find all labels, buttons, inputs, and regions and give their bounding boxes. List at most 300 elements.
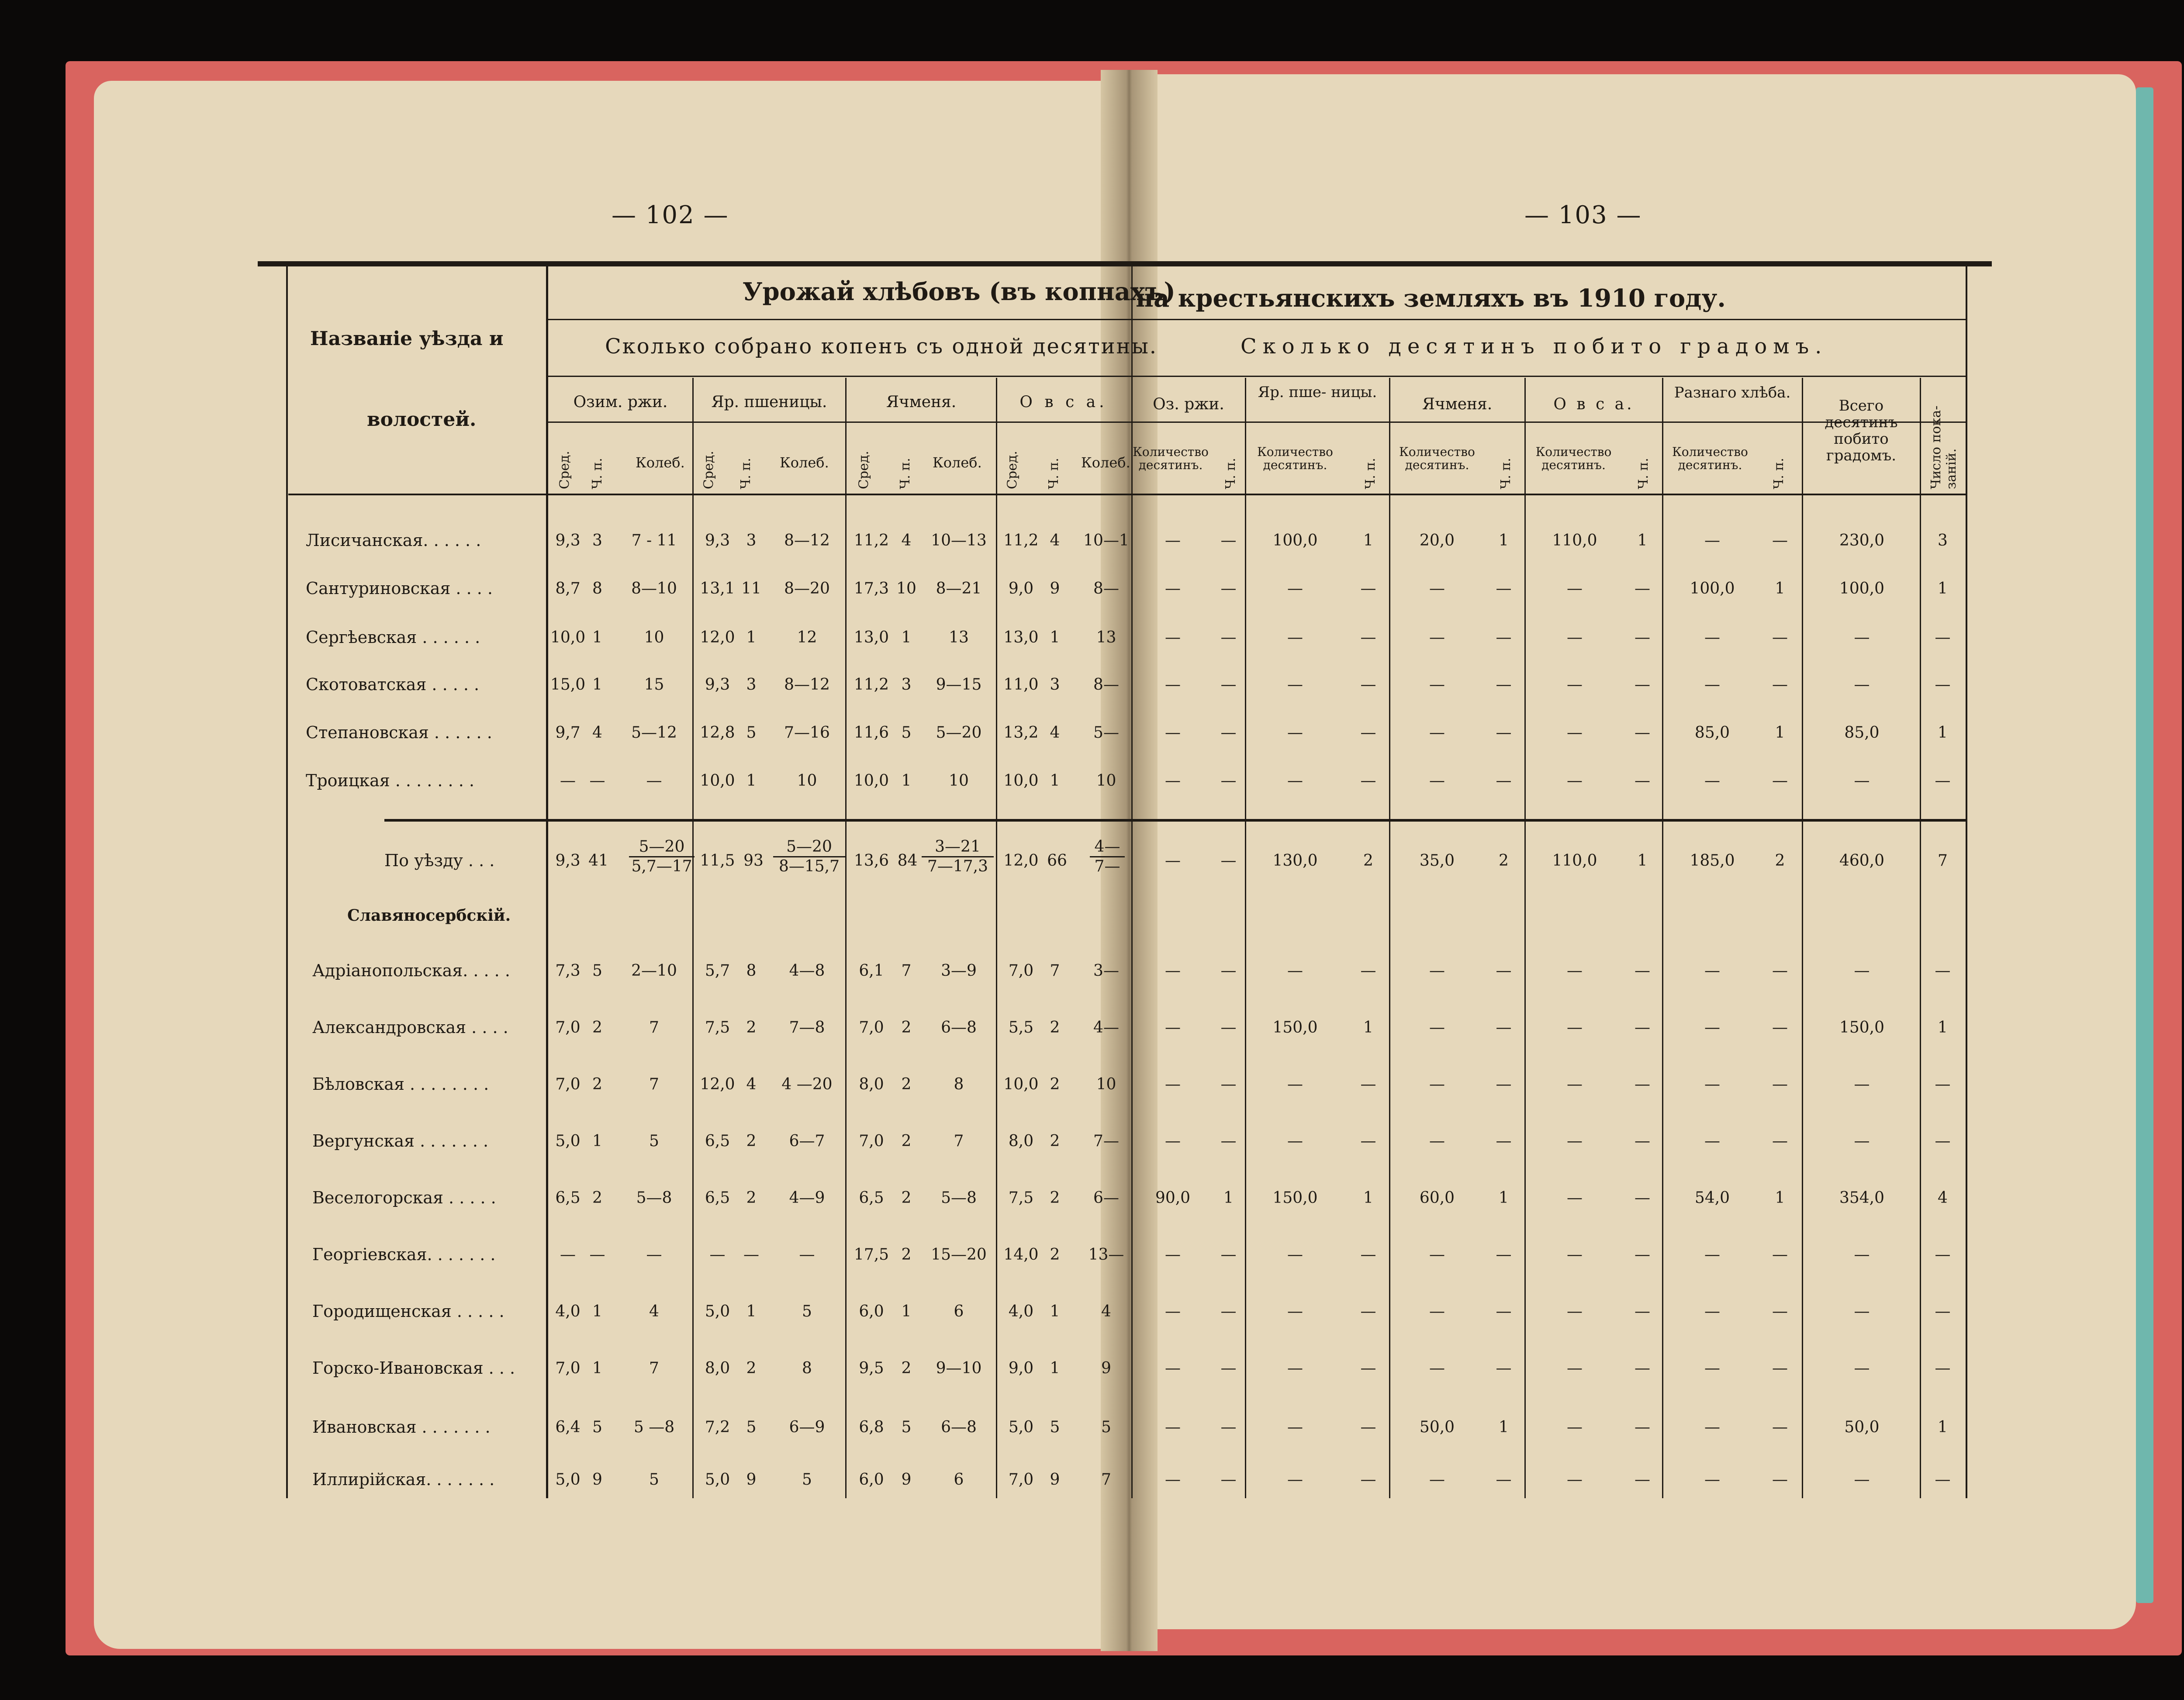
table-cell: — <box>1287 1418 1303 1436</box>
table-cell: 9 <box>1050 1471 1060 1489</box>
table-cell: 5 <box>592 1418 602 1436</box>
table-cell: 50,0 <box>1419 1418 1455 1436</box>
table-cell: — <box>1704 1359 1720 1377</box>
total-cell: 2 <box>1499 852 1509 870</box>
table-cell: 10,0 <box>854 772 889 790</box>
table-cell: — <box>589 1246 605 1264</box>
table-cell: — <box>1704 676 1720 694</box>
table-cell: — <box>1429 962 1445 980</box>
table-cell: 1 <box>1938 724 1948 742</box>
table-cell: 2 <box>901 1189 912 1207</box>
table-cell: — <box>1287 772 1303 790</box>
table-cell: — <box>1635 1359 1650 1377</box>
table-cell: 6—7 <box>789 1132 825 1150</box>
table-cell: 6,4 <box>555 1418 581 1436</box>
table-cell: 9 <box>746 1471 757 1489</box>
table-cell: 9 <box>1101 1359 1111 1377</box>
table-cell: — <box>1635 1189 1650 1207</box>
rule <box>546 319 1966 320</box>
volost-name: Веселогорская . . . . . <box>312 1188 496 1207</box>
table-cell: 2 <box>1050 1246 1060 1264</box>
table-cell: 10 <box>1096 772 1116 790</box>
total-cell: 84 <box>897 852 918 870</box>
table-cell: — <box>1360 1359 1376 1377</box>
left-page-number: — 102 — <box>612 201 729 229</box>
table-cell: — <box>1165 1075 1181 1093</box>
chp-label: Ч. п. <box>1636 458 1651 489</box>
table-cell: 1 <box>1050 772 1060 790</box>
table-cell: 1 <box>1499 1189 1509 1207</box>
table-cell: 7 <box>649 1359 659 1377</box>
table-cell: — <box>1567 1019 1583 1037</box>
table-cell: 4,0 <box>1008 1303 1034 1320</box>
table-cell: — <box>646 772 662 790</box>
table-cell: 1 <box>592 1132 602 1150</box>
frac-bottom: 7— <box>1094 857 1120 875</box>
table-cell: 8—21 <box>936 580 982 598</box>
chp-label: Ч. п. <box>1498 458 1514 489</box>
table-cell: — <box>1635 1132 1650 1150</box>
table-cell: 10,0 <box>550 629 586 646</box>
table-cell: — <box>1704 532 1720 549</box>
crop-header-wheat: Яр. пшеницы. <box>711 393 827 411</box>
section-label: Славяносербскій. <box>347 906 511 925</box>
table-cell: — <box>1165 1303 1181 1320</box>
table-cell: 85,0 <box>1844 724 1880 742</box>
table-cell: — <box>1567 629 1583 646</box>
table-cell: — <box>1220 1303 1237 1320</box>
table-cell: 8 <box>746 962 757 980</box>
chp-label: Ч. п. <box>738 458 753 489</box>
frac-bottom: 7—17,3 <box>927 857 988 875</box>
table-cell: 13— <box>1088 1246 1124 1264</box>
table-cell: 4,0 <box>555 1303 581 1320</box>
table-cell: 1 <box>592 1303 602 1320</box>
table-cell: — <box>1220 676 1237 694</box>
table-cell: — <box>1287 676 1303 694</box>
table-cell: — <box>1567 1075 1583 1093</box>
crop-header-barley: Ячменя. <box>886 393 957 411</box>
table-cell: — <box>1772 1359 1788 1377</box>
table-cell: — <box>1567 1189 1583 1207</box>
table-cell: — <box>1854 1075 1870 1093</box>
table-cell: 8— <box>1093 676 1119 694</box>
table-cell: — <box>1165 1019 1181 1037</box>
total-cell: — <box>1165 852 1181 870</box>
table-cell: — <box>1567 724 1583 742</box>
table-cell: — <box>1165 1246 1181 1264</box>
table-cell: — <box>1567 1246 1583 1264</box>
sred-label: Сред. <box>1005 451 1020 489</box>
table-cell: 13 <box>1096 629 1116 646</box>
table-cell: 5 <box>1101 1418 1111 1436</box>
table-cell: — <box>1220 580 1237 598</box>
table-cell: 5,7 <box>705 962 730 980</box>
table-cell: 5—8 <box>941 1189 977 1207</box>
table-cell: 1 <box>592 629 602 646</box>
table-cell: 1 <box>1938 1019 1948 1037</box>
table-cell: — <box>1220 724 1237 742</box>
table-cell: 5,5 <box>1008 1019 1034 1037</box>
table-cell: 14,0 <box>1003 1246 1039 1264</box>
table-cell: — <box>1220 962 1237 980</box>
table-cell: 4 <box>1938 1189 1948 1207</box>
table-cell: — <box>743 1246 759 1264</box>
table-cell: 6,5 <box>705 1132 730 1150</box>
table-cell: 7 <box>954 1132 964 1150</box>
frac-top: 3—21 <box>922 838 994 857</box>
table-cell: — <box>1496 1246 1512 1264</box>
table-cell: 8—12 <box>784 676 830 694</box>
table-cell: — <box>1935 629 1951 646</box>
table-cell: — <box>1935 1132 1951 1150</box>
table-cell: 7,5 <box>705 1019 730 1037</box>
table-cell: 6,5 <box>555 1189 581 1207</box>
table-cell: — <box>1165 580 1181 598</box>
table-cell: — <box>1567 1132 1583 1150</box>
total-cell: 130,0 <box>1272 852 1318 870</box>
table-cell: — <box>1165 1471 1181 1489</box>
table-cell: 5—20 <box>936 724 982 742</box>
table-cell: 6,0 <box>859 1471 884 1489</box>
table-cell: 354,0 <box>1839 1189 1885 1207</box>
table-cell: 5 <box>901 724 912 742</box>
table-cell: — <box>1165 1359 1181 1377</box>
table-cell: 12,8 <box>700 724 735 742</box>
table-cell: — <box>1567 676 1583 694</box>
table-cell: — <box>1360 1303 1376 1320</box>
table-cell: 1 <box>1363 1019 1373 1037</box>
table-cell: — <box>1360 580 1376 598</box>
table-cell: 2 <box>592 1075 602 1093</box>
table-cell: 9,7 <box>555 724 581 742</box>
table-cell: 9,0 <box>1008 580 1034 598</box>
table-cell: 6,5 <box>705 1189 730 1207</box>
table-cell: 1 <box>1499 532 1509 549</box>
table-cell: 9 <box>1050 580 1060 598</box>
table-cell: 5,0 <box>705 1303 730 1320</box>
total-rule <box>384 819 1966 822</box>
table-cell: 5 <box>649 1471 659 1489</box>
koleb-label: Колеб. <box>933 454 982 471</box>
table-cell: 11,2 <box>854 676 889 694</box>
table-cell: — <box>1165 1132 1181 1150</box>
table-cell: — <box>1635 629 1650 646</box>
table-cell: — <box>1704 1019 1720 1037</box>
table-cell: 5 —8 <box>633 1418 675 1436</box>
table-cell: — <box>1429 580 1445 598</box>
table-cell: — <box>1854 1471 1870 1489</box>
table-cell: 8 <box>954 1075 964 1093</box>
table-cell: — <box>1496 629 1512 646</box>
table-cell: 6,0 <box>859 1303 884 1320</box>
table-cell: — <box>1635 1303 1650 1320</box>
table-cell: 11 <box>741 580 761 598</box>
table-cell: 5 <box>592 962 602 980</box>
table-cell: — <box>1220 532 1237 549</box>
table-cell: 7,0 <box>555 1075 581 1093</box>
table-cell: — <box>1567 962 1583 980</box>
table-cell: — <box>1429 1075 1445 1093</box>
table-cell: — <box>1496 724 1512 742</box>
total-cell: 110,0 <box>1552 852 1597 870</box>
table-cell: 8—10 <box>631 580 677 598</box>
table-cell: — <box>1772 962 1788 980</box>
table-cell: — <box>1935 1075 1951 1093</box>
table-cell: 12 <box>797 629 817 646</box>
table-cell: 8 <box>592 580 602 598</box>
table-cell: — <box>1935 772 1951 790</box>
table-cell: — <box>1220 1359 1237 1377</box>
table-cell: 7 - 11 <box>631 532 677 549</box>
table-cell: — <box>1772 1471 1788 1489</box>
table-cell: — <box>1165 772 1181 790</box>
table-cell: — <box>1220 1132 1237 1150</box>
table-cell: 10,0 <box>1003 772 1039 790</box>
table-cell: 150,0 <box>1272 1189 1318 1207</box>
table-cell: — <box>799 1246 815 1264</box>
table-cell: — <box>1854 772 1870 790</box>
rule <box>286 266 288 1498</box>
kol-des-label: Количество десятинъ. <box>1399 445 1475 472</box>
total-cell: 2 <box>1775 852 1785 870</box>
table-cell: — <box>1360 962 1376 980</box>
table-cell: — <box>1567 1359 1583 1377</box>
table-cell: — <box>1704 1471 1720 1489</box>
table-cell: — <box>1360 724 1376 742</box>
table-cell: 15—20 <box>931 1246 987 1264</box>
rule <box>1245 378 1246 1498</box>
frac-bottom: 5,7—17 <box>631 857 692 875</box>
volost-name: Ивановская . . . . . . . <box>312 1417 491 1437</box>
book-edge <box>2136 87 2153 1603</box>
table-cell: 4—9 <box>789 1189 825 1207</box>
total-cell: 12,0 <box>1003 852 1039 870</box>
table-cell: 9,5 <box>859 1359 884 1377</box>
table-cell: 3 <box>901 676 912 694</box>
table-cell: 1 <box>746 629 757 646</box>
table-cell: — <box>1429 629 1445 646</box>
table-cell: — <box>1854 629 1870 646</box>
table-cell: — <box>1935 1303 1951 1320</box>
total-rye-koleb <box>629 838 695 876</box>
table-cell: — <box>1496 1075 1512 1093</box>
table-cell: — <box>1429 772 1445 790</box>
table-cell: 85,0 <box>1694 724 1730 742</box>
table-cell: 7,2 <box>705 1418 730 1436</box>
table-cell: 9,3 <box>555 532 581 549</box>
table-cell: 7,0 <box>555 1359 581 1377</box>
table-cell: 2 <box>1050 1075 1060 1093</box>
column-name-header-1: Названіе уѣзда и <box>310 328 504 350</box>
table-cell: 230,0 <box>1839 532 1885 549</box>
table-cell: — <box>1567 1418 1583 1436</box>
table-cell: 3— <box>1093 962 1119 980</box>
table-cell: — <box>1165 629 1181 646</box>
frac-top: 5—20 <box>773 838 845 857</box>
table-cell: — <box>1496 772 1512 790</box>
table-cell: 2 <box>901 1246 912 1264</box>
total-cell: 35,0 <box>1419 852 1455 870</box>
table-cell: 4—8 <box>789 962 825 980</box>
table-cell: 4 <box>1101 1303 1111 1320</box>
table-cell: — <box>1772 1418 1788 1436</box>
table-cell: 90,0 <box>1155 1189 1191 1207</box>
table-cell: 150,0 <box>1839 1019 1885 1037</box>
sred-label: Сред. <box>856 451 871 489</box>
table-cell: — <box>1772 676 1788 694</box>
table-cell: — <box>1287 1246 1303 1264</box>
table-cell: — <box>1360 1471 1376 1489</box>
table-cell: — <box>1635 962 1650 980</box>
table-cell: 6,1 <box>859 962 884 980</box>
table-cell: 8—12 <box>784 532 830 549</box>
table-cell: 3—9 <box>941 962 977 980</box>
table-cell: — <box>1935 962 1951 980</box>
table-cell: — <box>1287 724 1303 742</box>
chp-label: Ч. п. <box>590 458 605 489</box>
table-cell: 1 <box>746 772 757 790</box>
table-cell: 54,0 <box>1694 1189 1730 1207</box>
table-cell: — <box>1287 1359 1303 1377</box>
total-cell: 66 <box>1047 852 1067 870</box>
table-cell: — <box>1287 1471 1303 1489</box>
table-cell: 1 <box>1775 724 1785 742</box>
table-cell: 13,2 <box>1003 724 1039 742</box>
district-total-label: По уѣзду . . . <box>384 851 495 870</box>
table-cell: — <box>1567 1303 1583 1320</box>
table-cell: 7,3 <box>555 962 581 980</box>
rule <box>845 378 847 1498</box>
right-page-number: — 103 — <box>1524 201 1642 229</box>
table-cell: — <box>1287 629 1303 646</box>
volost-name: Вергунская . . . . . . . <box>312 1131 489 1151</box>
total-cell: 1 <box>1637 852 1648 870</box>
volost-name: Лисичанская. . . . . . <box>306 531 481 550</box>
table-cell: — <box>646 1246 662 1264</box>
frac-top: 4— <box>1090 838 1125 857</box>
table-cell: 5,0 <box>555 1471 581 1489</box>
table-cell: 4 —20 <box>781 1075 833 1093</box>
table-cell: 3 <box>746 532 757 549</box>
table-cell: — <box>1704 1132 1720 1150</box>
table-cell: — <box>1635 1471 1650 1489</box>
table-title-left: Урожай хлѣбовъ (въ копнахъ) <box>743 277 1175 306</box>
table-cell: 6—9 <box>789 1418 825 1436</box>
hail-header-wheat: Яр. пше- ницы. <box>1258 384 1377 401</box>
sred-label: Сред. <box>701 451 716 489</box>
table-cell: 1 <box>1637 532 1648 549</box>
table-title-right: на крестьянскихъ земляхъ въ 1910 году. <box>1136 284 1726 313</box>
table-cell: — <box>1496 1303 1512 1320</box>
table-cell: 8,0 <box>859 1075 884 1093</box>
table-cell: 11,2 <box>1003 532 1039 549</box>
table-cell: — <box>1496 1019 1512 1037</box>
table-cell: — <box>1772 532 1788 549</box>
table-cell: 7,0 <box>859 1132 884 1150</box>
volost-name: Георгіевская. . . . . . . <box>312 1245 496 1264</box>
table-cell: — <box>1635 676 1650 694</box>
table-cell: 8— <box>1093 580 1119 598</box>
table-cell: 13 <box>949 629 969 646</box>
volost-name: Сергѣевская . . . . . . <box>306 628 480 647</box>
table-cell: 1 <box>1499 1418 1509 1436</box>
frac-bottom: 8—15,7 <box>778 857 840 875</box>
table-cell: — <box>1220 1418 1237 1436</box>
table-cell: 2 <box>592 1189 602 1207</box>
volost-name: Сантуриновская . . . . <box>306 579 493 598</box>
table-cell: 2 <box>901 1019 912 1037</box>
table-cell: 7,0 <box>555 1019 581 1037</box>
table-cell: 1 <box>1223 1189 1234 1207</box>
table-cell: — <box>1854 1303 1870 1320</box>
table-cell: — <box>1567 772 1583 790</box>
table-cell: — <box>589 772 605 790</box>
table-cell: 8,0 <box>705 1359 730 1377</box>
chp-label: Ч. п. <box>898 458 913 489</box>
table-cell: 5,0 <box>705 1471 730 1489</box>
volost-name: Бѣловская . . . . . . . . <box>312 1075 489 1094</box>
rule <box>1966 266 1967 1498</box>
total-oats-koleb <box>1090 838 1125 876</box>
table-cell: — <box>1772 1246 1788 1264</box>
table-cell: — <box>1220 1471 1237 1489</box>
table-cell: — <box>1635 1019 1650 1037</box>
table-cell: 2—10 <box>631 962 677 980</box>
table-cell: 9—15 <box>936 676 982 694</box>
koleb-label: Колеб. <box>780 454 829 471</box>
table-cell: 20,0 <box>1419 532 1455 549</box>
subtitle-right: Сколько десятинъ побито градомъ. <box>1241 334 1828 359</box>
hail-header-count: Число пока- заній. <box>1928 405 1959 489</box>
table-cell: 1 <box>901 1303 912 1320</box>
frac-top: 5—20 <box>629 838 695 857</box>
table-cell: 5,0 <box>1008 1418 1034 1436</box>
table-cell: 10—13 <box>931 532 987 549</box>
table-cell: 1 <box>1775 580 1785 598</box>
table-cell: 15,0 <box>550 676 586 694</box>
table-cell: 5 <box>649 1132 659 1150</box>
table-cell: 9 <box>592 1471 602 1489</box>
table-cell: 9,3 <box>705 532 730 549</box>
kol-des-label: Количество десятинъ. <box>1257 445 1333 472</box>
table-cell: 13,0 <box>1003 629 1039 646</box>
table-top-rule <box>258 261 1992 266</box>
table-cell: — <box>1496 676 1512 694</box>
header-bottom-rule <box>288 494 1966 495</box>
table-cell: — <box>560 772 576 790</box>
kol-des-label: Количество десятинъ. <box>1535 445 1612 472</box>
table-cell: — <box>1704 629 1720 646</box>
table-cell: — <box>1165 962 1181 980</box>
table-cell: — <box>1635 1075 1650 1093</box>
rule <box>1524 378 1526 1498</box>
rule <box>1389 378 1390 1498</box>
table-cell: 4 <box>649 1303 659 1320</box>
table-cell: — <box>1360 772 1376 790</box>
table-cell: — <box>1287 1303 1303 1320</box>
table-cell: 4 <box>901 532 912 549</box>
table-cell: — <box>1360 1246 1376 1264</box>
hail-header-total: Всего десятинъ побито градомъ. <box>1825 397 1898 464</box>
table-cell: 7,0 <box>1008 962 1034 980</box>
table-cell: 6,5 <box>859 1189 884 1207</box>
table-cell: — <box>1854 1359 1870 1377</box>
table-cell: — <box>1772 1075 1788 1093</box>
table-cell: 1 <box>746 1303 757 1320</box>
table-cell: 2 <box>1050 1189 1060 1207</box>
volost-name: Иллирійская. . . . . . . <box>312 1470 495 1489</box>
